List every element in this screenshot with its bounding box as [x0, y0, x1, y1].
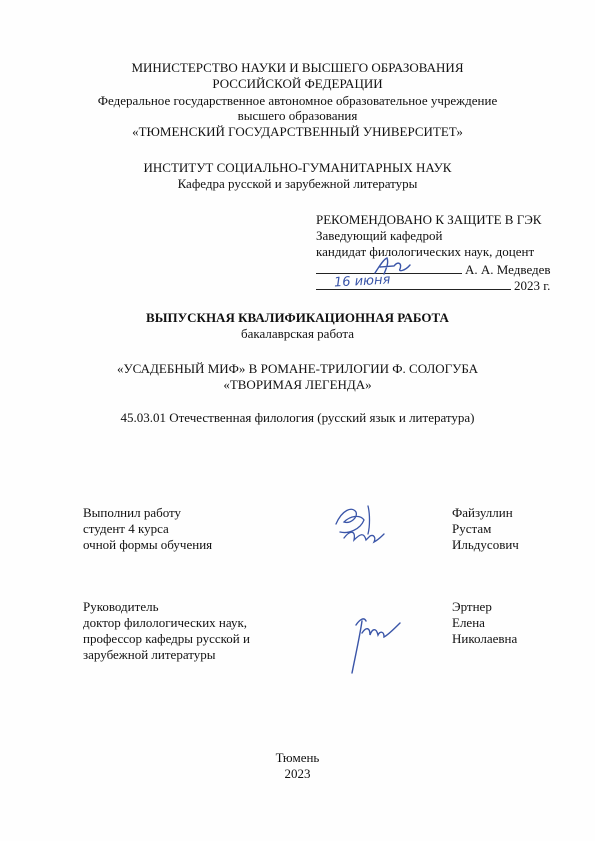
supervisor-patronymic: Николаевна: [452, 631, 518, 646]
supervisor-label-4: зарубежной литературы: [83, 647, 216, 662]
footer-year: 2023: [284, 766, 311, 781]
ministry-line-1: МИНИСТЕРСТВО НАУКИ И ВЫСШЕГО ОБРАЗОВАНИЯ: [131, 60, 464, 75]
author-label-1: Выполнил работу: [83, 505, 182, 520]
author-first-name: Рустам: [452, 521, 492, 536]
approval-role: Заведующий кафедрой: [316, 228, 443, 243]
author-patronymic: Ильдусович: [452, 537, 519, 552]
supervisor-label-3: профессор кафедры русской и: [83, 631, 250, 646]
supervisor-label-2: доктор филологических наук,: [83, 615, 248, 630]
author-label-3: очной формы обучения: [83, 537, 213, 552]
head-name: А. А. Медведев: [465, 262, 551, 277]
footer-city: Тюмень: [275, 750, 320, 765]
institution-type-line-2: высшего образования: [237, 108, 358, 123]
institution-type-line-1: Федеральное государственное автономное образовательное учреждение: [97, 93, 498, 108]
supervisor-signature: [344, 605, 406, 677]
university-name: «ТЮМЕНСКИЙ ГОСУДАРСТВЕННЫЙ УНИВЕРСИТЕТ»: [132, 124, 463, 139]
work-title-line-1: «УСАДЕБНЫЙ МИФ» В РОМАНЕ-ТРИЛОГИИ Ф. СОЛОГУБА: [116, 361, 479, 376]
ministry-line-2: РОССИЙСКОЙ ФЕДЕРАЦИИ: [212, 76, 383, 91]
approval-year: 2023 г.: [514, 278, 551, 293]
work-title-line-2: «ТВОРИМАЯ ЛЕГЕНДА»: [223, 377, 372, 392]
author-signature: [330, 500, 388, 550]
author-label-2: студент 4 курса: [83, 521, 169, 536]
specialty: 45.03.01 Отечественная филология (русский язык и литература): [120, 410, 475, 425]
work-type: ВЫПУСКНАЯ КВАЛИФИКАЦИОННАЯ РАБОТА: [146, 310, 449, 325]
supervisor-surname: Эртнер: [452, 599, 492, 614]
department-name: Кафедра русской и зарубежной литературы: [177, 176, 418, 191]
approval-degree: кандидат филологических наук, доцент: [316, 244, 535, 259]
supervisor-label-1: Руководитель: [83, 599, 159, 614]
work-subtype: бакалаврская работа: [241, 326, 354, 341]
author-surname: Файзуллин: [452, 505, 513, 520]
approval-heading: РЕКОМЕНДОВАНО К ЗАЩИТЕ В ГЭК: [316, 212, 542, 227]
supervisor-first-name: Елена: [452, 615, 485, 630]
handwritten-date: 16 июня: [333, 272, 391, 291]
institute-name: ИНСТИТУТ СОЦИАЛЬНО-ГУМАНИТАРНЫХ НАУК: [143, 160, 452, 175]
